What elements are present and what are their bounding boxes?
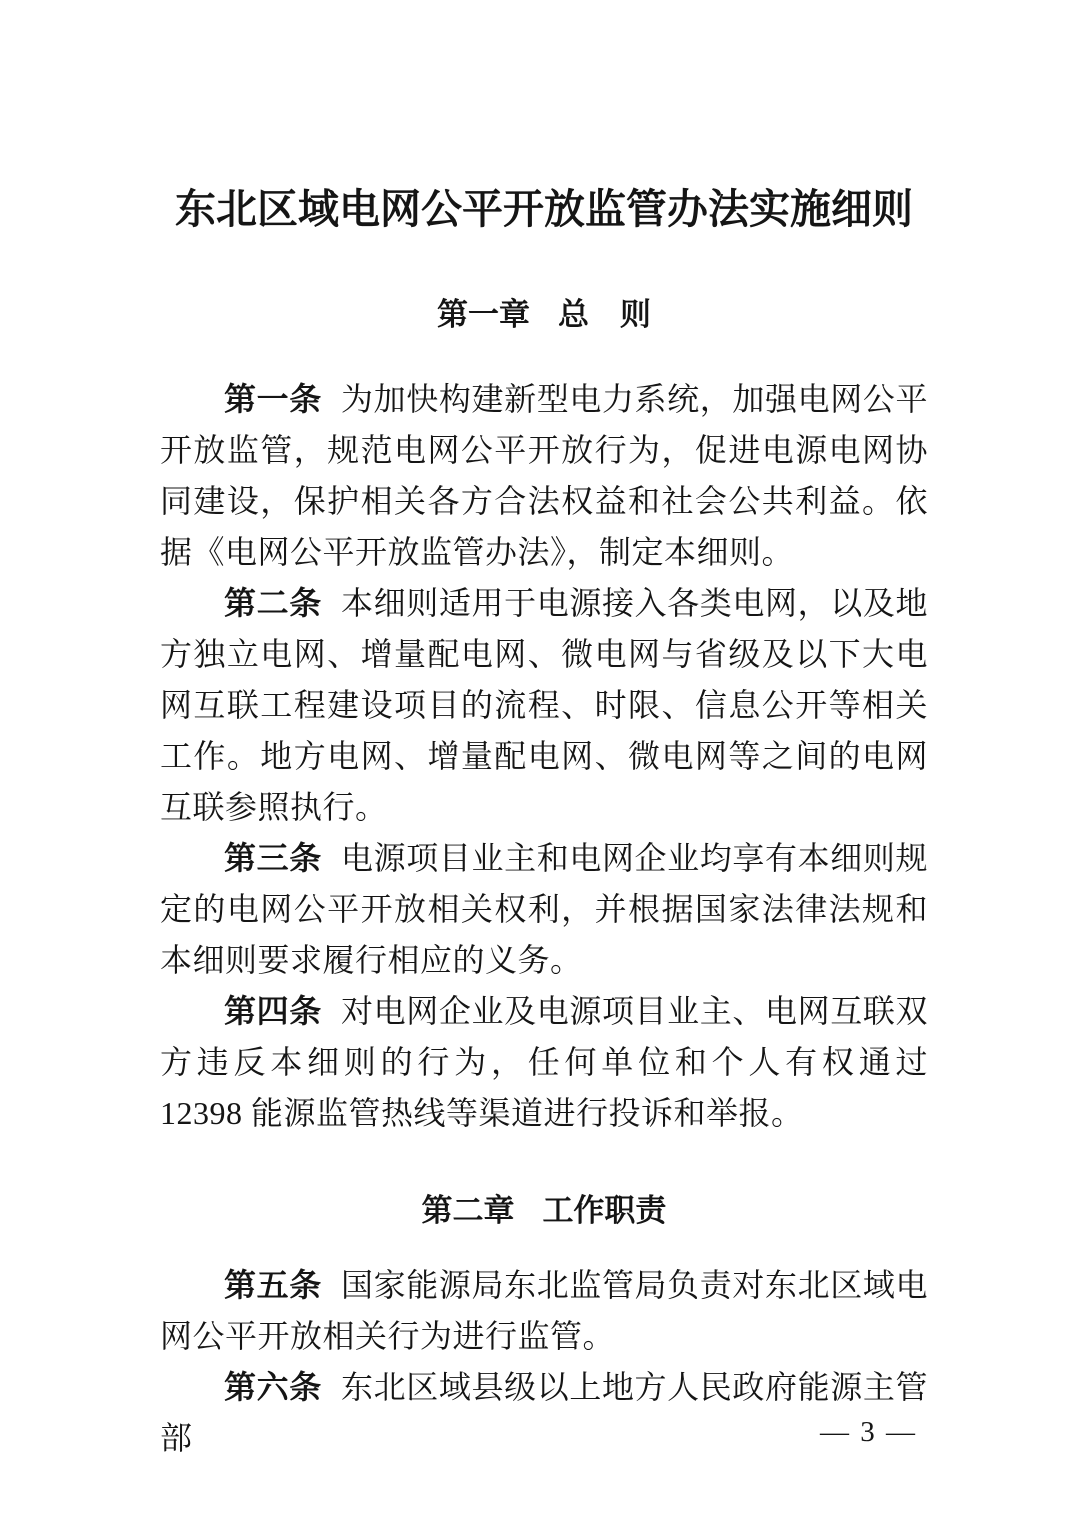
- article-1: [160, 374, 928, 578]
- article-5-number: 第五条: [224, 1267, 322, 1303]
- document-title: 东北区域电网公平开放监管办法实施细则: [175, 186, 913, 232]
- article-2-number: 第二条: [224, 585, 322, 621]
- chapter-2-articles: [160, 1260, 928, 1464]
- chapter-1: [160, 292, 928, 1139]
- page-number: — 3 —: [820, 1416, 917, 1448]
- chapter-2-title: 工作职责: [542, 1193, 667, 1228]
- article-2: [160, 578, 928, 833]
- chapter-2: [160, 1188, 928, 1464]
- chapter-1-title: 总 则: [557, 297, 651, 332]
- article-6: [160, 1362, 928, 1464]
- article-1-text: 为加快构建新型电力系统，加强电网公平开放监管，规范电网公平开放行为，促进电源电网协同建设，保护相关各方合法权益和社会公共利益。依据《电网公平开放监管办法》，制定本细则。: [160, 381, 928, 570]
- chapter-1-heading: [160, 292, 928, 338]
- article-2-text: 本细则适用于电源接入各类电网，以及地方独立电网、增量配电网、微电网与省级及以下大电网互联工程建设项目的流程、时限、信息公开等相关工作。地方电网、增量配电网、微电网等之间的电网互联参照执行。: [160, 585, 928, 825]
- article-4-text: 对电网企业及电源项目业主、电网互联双方违反本细则的行为，任何单位和个人有权通过 12398 能源监管热线等渠道进行投诉和举报。: [160, 993, 928, 1131]
- article-5: [160, 1260, 928, 1362]
- article-4: [160, 986, 928, 1139]
- article-3-number: 第三条: [224, 840, 322, 876]
- article-6-text: 东北区域县级以上地方人民政府能源主管部: [160, 1369, 928, 1456]
- article-1-number: 第一条: [224, 381, 322, 417]
- chapter-1-number: 第一章: [437, 297, 531, 332]
- article-3-text: 电源项目业主和电网企业均享有本细则规定的电网公平开放相关权利，并根据国家法律法规和本细则要求履行相应的义务。: [160, 840, 928, 978]
- chapter-2-heading: [160, 1188, 928, 1234]
- chapter-2-number: 第二章: [421, 1193, 515, 1228]
- article-6-number: 第六条: [224, 1369, 322, 1405]
- chapter-1-articles: [160, 374, 928, 1139]
- article-5-text: 国家能源局东北监管局负责对东北区域电网公平开放相关行为进行监管。: [160, 1267, 928, 1354]
- article-3: [160, 833, 928, 986]
- document-content: [160, 0, 928, 1464]
- article-4-number: 第四条: [224, 993, 322, 1029]
